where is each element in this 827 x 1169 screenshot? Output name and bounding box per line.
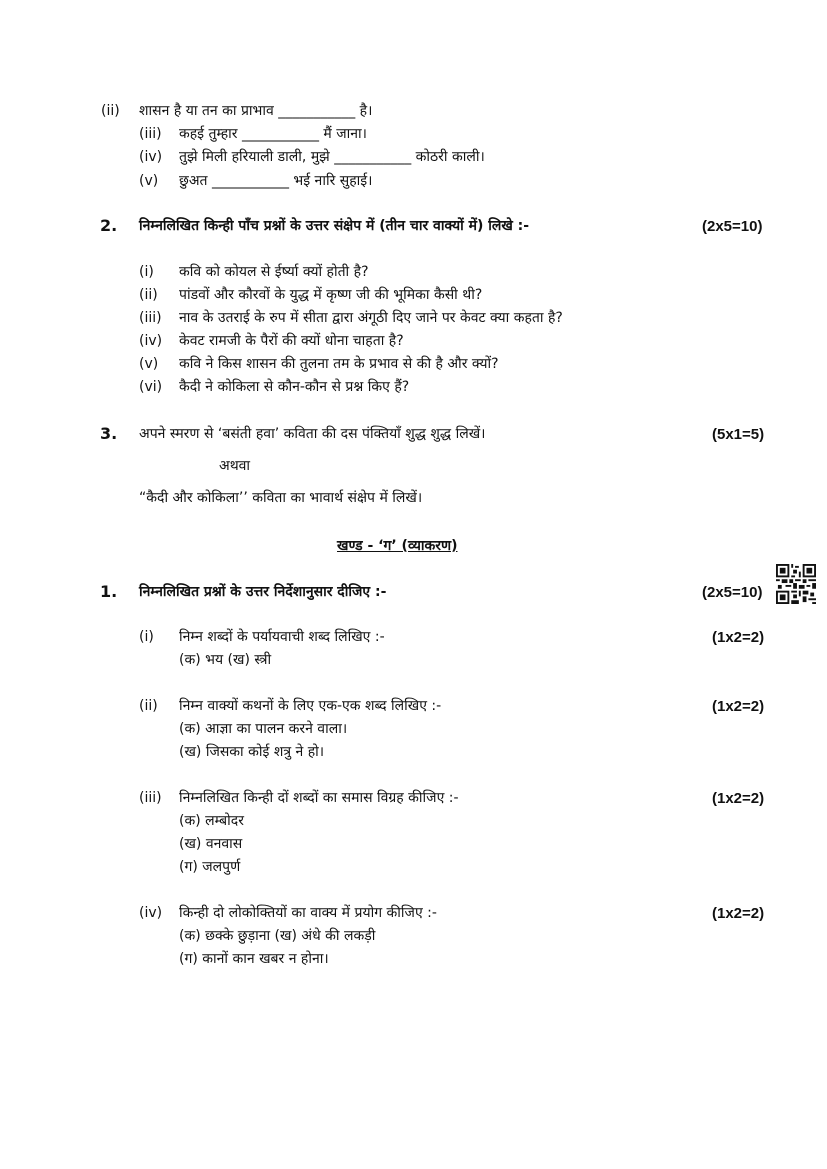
sub-question-option: (ग) कानों कान खबर न होना। (179, 951, 329, 967)
marks-label: (1x2=2) (712, 698, 765, 715)
sub-question: किन्ही दो लोकोक्तियों का वाक्य में प्रयोग कीजिए :- (179, 905, 437, 921)
fill-blank-line: शासन है या तन का प्राभाव ___________ है। (139, 103, 373, 119)
marks-label: (1x2=2) (712, 629, 765, 646)
item-number: (vi) (139, 379, 163, 395)
qr-code-icon (776, 564, 816, 604)
sub-question: निम्नलिखित किन्ही दों शब्दों का समास विग्रह कीजिए :- (179, 790, 459, 806)
question-title: निम्नलिखित प्रश्नों के उत्तर निर्देशानुसार दीजिए :- (139, 584, 387, 600)
fill-blank-line: छुअत ___________ भई नारि सुहाई। (179, 173, 373, 189)
sub-question-option: (क) लम्बोदर (179, 813, 244, 829)
fill-blank-line: कहई तुम्हार ___________ मैं जाना। (179, 126, 367, 142)
item-number: (iii) (139, 310, 162, 326)
item-number: (v) (139, 356, 159, 372)
sub-question: निम्न वाक्यों कथनों के लिए एक-एक शब्द लिखिए :- (179, 698, 442, 714)
marks-label: (2x5=10) (702, 218, 763, 235)
item-number: (iii) (139, 790, 162, 806)
sub-question-option: (ख) जिसका कोई शत्रु ने हो। (179, 744, 325, 760)
marks-label: (1x2=2) (712, 905, 765, 922)
item-number: (v) (139, 173, 159, 189)
short-question: पांडवों और कौरवों के युद्ध में कृष्ण जी की भूमिका कैसी थी? (179, 287, 483, 303)
item-number: (iii) (139, 126, 162, 142)
marks-label: (2x5=10) (702, 584, 763, 601)
item-number: (i) (139, 264, 154, 280)
item-number: (iv) (139, 149, 163, 165)
item-number: (ii) (139, 698, 158, 714)
sub-question-option: (क) आज्ञा का पालन करने वाला। (179, 721, 348, 737)
short-question: केवट रामजी के पैरों की क्यों धोना चाहता है? (179, 333, 404, 349)
sub-question-option: (ग) जलपुर्ण (179, 859, 241, 875)
fill-blank-line: तुझे मिली हरियाली डाली, मुझे ___________ कोठरी काली। (179, 149, 485, 165)
item-number: (ii) (101, 103, 120, 119)
marks-label: (5x1=5) (712, 426, 765, 443)
alternate-question: “कैदी और कोकिला’’ कविता का भावार्थ संक्षेप में लिखें। (139, 490, 423, 506)
question-number: 3. (100, 424, 118, 443)
question-title: निम्नलिखित किन्ही पाँच प्रश्नों के उत्तर संक्षेप में (तीन चार वाक्यों में) लिखे :- (139, 218, 530, 234)
item-number: (iv) (139, 333, 163, 349)
sub-question-option: (क) छक्के छुड़ाना (ख) अंधे की लकड़ी (179, 928, 376, 944)
sub-question: निम्न शब्दों के पर्यायवाची शब्द लिखिए :- (179, 629, 385, 645)
item-number: (i) (139, 629, 154, 645)
section-heading: खण्ड - ‘ग’ (व्याकरण) (337, 538, 458, 554)
or-label: अथवा (219, 458, 251, 474)
item-number: (iv) (139, 905, 163, 921)
question-title: अपने स्मरण से ‘बसंती हवा’ कविता की दस पंक्तियाँ शुद्ध शुद्ध लिखें। (139, 426, 486, 442)
marks-label: (1x2=2) (712, 790, 765, 807)
short-question: नाव के उतराई के रुप में सीता द्वारा अंगूठी दिए जाने पर केवट क्या कहता है? (179, 310, 563, 326)
sub-question-option: (क) भय (ख) स्त्री (179, 652, 272, 668)
item-number: (ii) (139, 287, 158, 303)
question-number: 1. (100, 582, 118, 601)
short-question: कवि को कोयल से ईर्ष्या क्यों होती है? (179, 264, 369, 280)
sub-question-option: (ख) वनवास (179, 836, 243, 852)
short-question: कवि ने किस शासन की तुलना तम के प्रभाव से की है और क्यों? (179, 356, 499, 372)
question-number: 2. (100, 216, 118, 235)
short-question: कैदी ने कोकिला से कौन-कौन से प्रश्न किए हैं? (179, 379, 410, 395)
